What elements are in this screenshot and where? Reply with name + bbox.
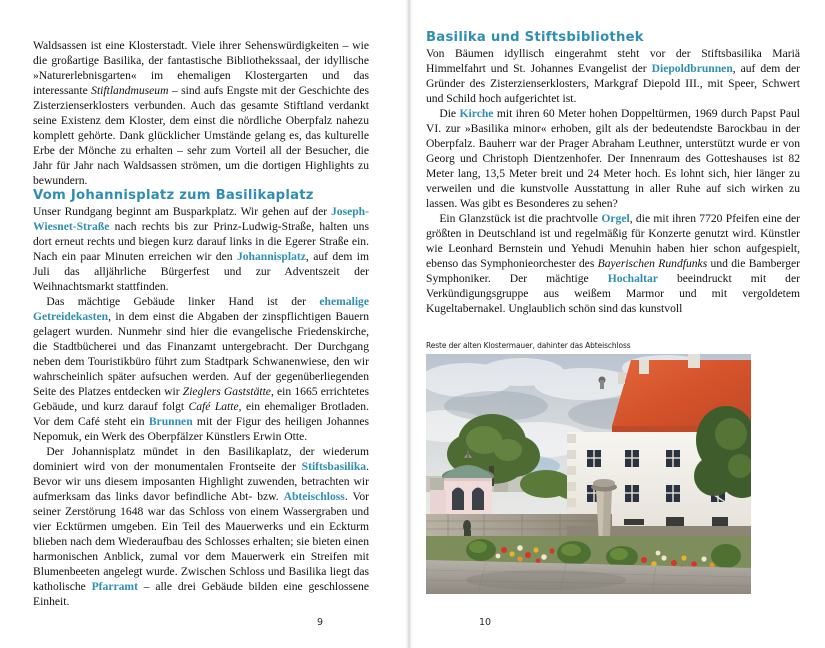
p3-part-3: . Vor seiner Zerstörung 1648 war das Schloss von einem Wassergraben und vier Ecktürmen umgeben. Ein Teil des Mauerwerks und ein Eckturm blieben nach dem Wiederaufbau des Schlosses erhalten; sie bieten einen harmonischen Anblick, zumal vor dem Mauerwerk ein Streifen mit Blumenbeeten angelegt wurde. Zwischen Schloss und Basilika liegt das katholische — [33, 489, 369, 593]
link-ehemalige-getreidekasten[interactable]: ehemalige Getreidekasten — [33, 294, 369, 323]
link-joseph-wiesnet-strasse[interactable]: Joseph-Wiesnet-Straße — [33, 204, 369, 233]
figure-klostermauer — [426, 340, 800, 594]
paragraph-diepoldbrunnen — [426, 46, 800, 106]
r3-part-3: und die Bamberger Symphoniker. Der mächtige — [426, 256, 800, 285]
paragraph-getreidekasten — [33, 294, 369, 444]
link-pfarramt[interactable]: Pfarramt — [91, 579, 138, 593]
italic-zieglers-gaststaette: Zieglers Gaststätte — [182, 384, 271, 398]
heading-vom-johannisplatz: Vom Johannisplatz zum Basilikaplatz — [33, 188, 314, 203]
left-page — [0, 0, 409, 648]
link-hochaltar[interactable]: Hochaltar — [607, 271, 658, 285]
p1-part-2: nach rechts bis zur Prinz-Ludwig-Straße, halten uns dort erneut rechts und biegen kurz darauf links in die Egerer Straße ein. Nach ein paar Minuten erreichen wir den — [33, 219, 369, 263]
r2-part-2: mit ihren 60 Meter hohen Doppeltürmen, 1969 durch Papst Paul VI. zur »Basilika minor« erhoben, gilt als der bedeutendste Barockbau in der Oberpfalz. Bauherr war der Prager Abraham Leuthner, unterstützt wurde er von Georg und Christoph Dientzenhofer. Der Innenraum des Gotteshauses ist 82 Meter lang, 13,5 Meter breit und 24 Meter hoch. Es lohnt sich, hier länger zu verweilen und die kunstvolle Ausstattung in aller Ruhe auf sich wirken zu lassen. Was gibt es Besonderes zu sehen? — [426, 106, 800, 210]
p2-part-1: Das mächtige Gebäude linker Hand ist der — [46, 294, 320, 308]
p2-part-4: , ein ehemaliger Brotladen. Vor dem Café steht ein — [33, 399, 369, 428]
p3-part-2: . Bevor wir uns diesem imposanten Highlight zuwenden, betrachten wir aufmerksam das links davor befindliche Abt- bzw. — [33, 459, 369, 503]
paragraph-basilikaplatz — [33, 444, 369, 609]
italic-cafe-latte: Café Latte — [188, 399, 239, 413]
intro-italic-term: Stiftlandmuseum — [91, 84, 169, 97]
link-stiftsbasilika[interactable]: Stiftsbasilika — [301, 459, 367, 473]
link-kirche[interactable]: Kirche — [459, 106, 494, 120]
r3-part-2: , die mit ihren 7720 Pfeifen eine der größten in Deutschland ist und regelmäßig für Konzerte genutzt wird. Künstler wie Leonhard Bernstein und Yehudi Menuhin haben hier schon aufgespielt, ebenso das Symphonieorchester des — [426, 211, 800, 270]
figure-caption: Reste der alten Klostermauer, dahinter das Abteischloss — [426, 339, 631, 350]
p1-part-3: , auf dem im Juli das alljährliche Bürgerfest und zur Adventszeit der Weihnachtsmarkt stattfinden. — [33, 249, 369, 293]
page-number-left: 9 — [316, 617, 323, 628]
p2-part-3: , ein 1665 errichtetes Gebäude, und kurz darauf folgt — [33, 384, 369, 413]
link-diepoldbrunnen[interactable]: Diepoldbrunnen — [651, 61, 733, 75]
r3-part-4: beeindruckt mit der Verkündigungsgruppe aus weißem Marmor und mit vergoldetem Kugeltabernakel. Unglaublich schön sind das kunstvoll — [426, 271, 800, 315]
link-abteischloss[interactable]: Abteischloss — [283, 489, 345, 503]
heading-basilika-und-stiftsbibliothek: Basilika und Stiftsbibliothek — [426, 30, 644, 45]
link-brunnen[interactable]: Brunnen — [148, 414, 193, 428]
italic-bayerischen-rundfunks: Bayerischen Rundfunks — [597, 256, 708, 270]
link-orgel[interactable]: Orgel — [601, 211, 630, 225]
intro-paragraph — [33, 38, 369, 188]
photo-klostermauer-abteischloss — [426, 354, 751, 594]
r1-part-1: Von Bäumen idyllisch eingerahmt steht vor der Stiftsbasilika Mariä Himmelfahrt und St. Johannes Evangelist der — [426, 46, 800, 75]
p2-part-2: , in dem einst die Abgaben der zinspflichtigen Bauern gelagert wurden. Nunmehr sind hier die evangelische Friedenskirche, die Stadtbücherei und das Finanzamt untergebracht. Der Durchgang neben dem Touristikbüro führt zum Stadtpark Schwanenwiese, den wir wahrscheinlich später aufsuchen werden. Auf der gegenüberliegenden Seite des Platzes entdecken wir — [33, 309, 369, 398]
p1-part-1: Unser Rundgang beginnt am Busparkplatz. Wir gehen auf der — [33, 204, 331, 218]
r3-part-1: Ein Glanzstück ist die prachtvolle — [439, 211, 602, 225]
link-johannisplatz[interactable]: Johannisplatz — [236, 249, 306, 263]
r2-part-1: Die — [439, 106, 460, 120]
p2-part-5: mit der Figur des heiligen Johannes Nepomuk, ein Werk des Oberpfälzer Künstlers Erwin Otte. — [33, 414, 369, 443]
page-number-right: 10 — [479, 617, 492, 628]
p3-part-1: Der Johannisplatz mündet in den Basilikaplatz, der wiederum dominiert wird von der monumentalen Frontseite der — [33, 444, 369, 473]
right-page — [409, 0, 825, 648]
p3-part-4: – alle drei Gebäude bilden eine geschlossene Einheit. — [33, 579, 369, 608]
intro-text-part-2: – sind aufs Engste mit der Geschichte des Zisterzienserklosters verbunden. Auch das gesamte Stiftland verdankt seine Existenz dem Kloster, dem einst die nördliche Oberpfalz nahezu komplett gehörte. Dank glücklicher Umstände gelang es, das kulturelle Erbe der Mönche zu erhalten – sehr zum Vorteil all der Besucher, die Jahr für Jahr nach Waldsassen strömen, um die dortigen Highlights zu bewundern. — [33, 84, 370, 187]
paragraph-rundgang — [33, 204, 369, 294]
paragraph-kirche — [426, 106, 800, 211]
intro-text-part-1: Waldsassen ist eine Klosterstadt. Viele ihrer Sehenswürdigkeiten – wie die großartige Basilika, der fantastische Bibliothekssaal, der idyllische »Naturerlebnisgarten« im ehemaligen Klostergarten und das interessante — [33, 39, 369, 97]
paragraph-orgel — [426, 211, 800, 316]
r1-part-2: , auf dem der Gründer des Zisterzienserklosters, Markgraf Diepold III., mit Speer, Schwert und Schild hoch aufgerichtet ist. — [426, 61, 800, 105]
